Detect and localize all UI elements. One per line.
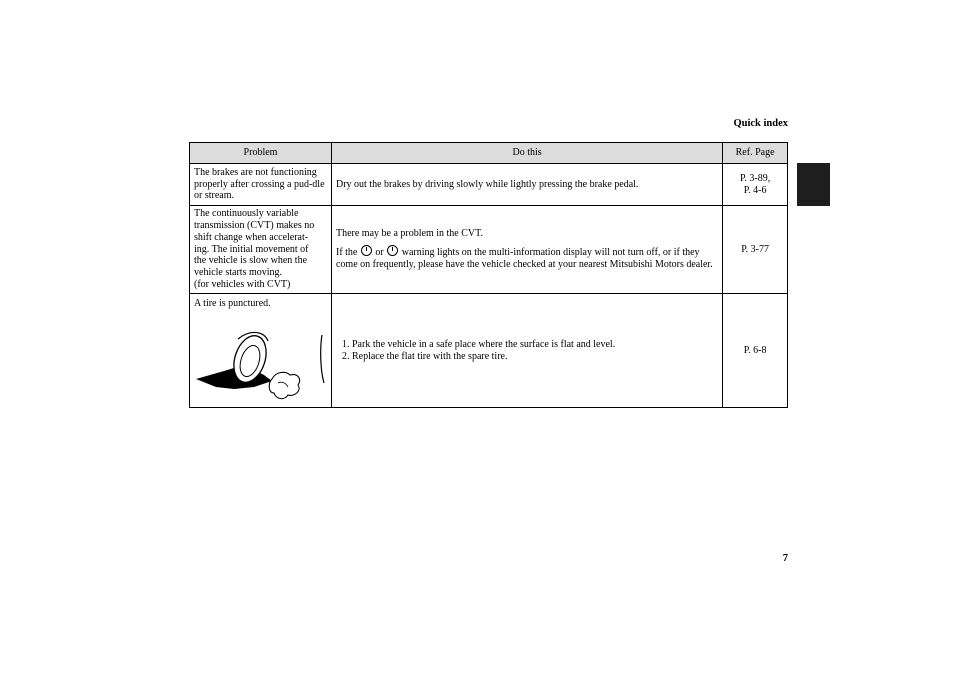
do-this-line <box>336 245 718 271</box>
page-number: 7 <box>782 553 788 564</box>
column-header-do-this: Do this <box>331 143 722 164</box>
problem-text: A tire is punctured. <box>194 297 271 309</box>
do-this-cell <box>331 294 722 408</box>
do-this-or: or <box>375 247 384 259</box>
table-row <box>190 206 788 294</box>
problem-line: transmission (CVT) makes no <box>194 220 315 231</box>
cvt-warning-icon <box>387 245 398 256</box>
problem-line: vehicle starts moving. <box>194 267 283 279</box>
column-header-ref-page: Ref. Page <box>723 143 788 164</box>
list-item: 1. Park the vehicle in a safe place where the surface is flat and level. <box>352 339 718 351</box>
problem-cell <box>190 294 332 408</box>
do-this-line: There may be a problem in the CVT. <box>335 228 483 240</box>
table-header-row <box>190 143 788 164</box>
ref-page-cell <box>723 294 788 408</box>
problem-cell <box>190 206 332 294</box>
flat-tire-illustration <box>194 317 326 403</box>
do-this-cell <box>331 206 722 294</box>
problem-cell: The brakes are not functioning properly after crossing a pud-dle or stream. <box>190 164 332 206</box>
problem-line: shift change when accelerat- <box>194 231 309 243</box>
do-this-if: If the <box>335 247 358 259</box>
problem-line: ing. The initial movement of <box>194 243 309 255</box>
page-header-title: Quick index <box>733 118 788 129</box>
ref-page-cell <box>723 164 788 206</box>
column-header-problem: Problem <box>190 143 332 164</box>
table-row <box>190 164 788 206</box>
ref-page-link[interactable]: P. 3-89, <box>739 172 771 184</box>
problem-line: (for vehicles with CVT) <box>194 278 291 290</box>
ref-page-link[interactable]: P. 4-6 <box>743 184 767 196</box>
ref-page-cell <box>723 206 788 294</box>
do-this-rest: warning lights on the multi-information display will not turn off, or if they come on frequently, please have the vehicle checked at your nearest Mitsubishi Motors dealer. <box>335 247 713 270</box>
problem-line: the vehicle is slow when the <box>194 255 308 267</box>
steps-list <box>336 339 718 363</box>
table-row <box>190 294 788 408</box>
problem-line: The continuously variable <box>194 208 299 220</box>
do-this-cell: Dry out the brakes by driving slowly while lightly pressing the brake pedal. <box>331 164 722 206</box>
cvt-warning-icon <box>361 245 372 256</box>
ref-page-link[interactable]: P. 6-8 <box>743 344 767 356</box>
quick-index-table <box>189 142 788 408</box>
ref-page-link[interactable]: P. 3-77 <box>741 243 769 255</box>
section-tab-marker <box>797 163 830 206</box>
list-item: 2. Replace the flat tire with the spare tire. <box>352 351 718 363</box>
